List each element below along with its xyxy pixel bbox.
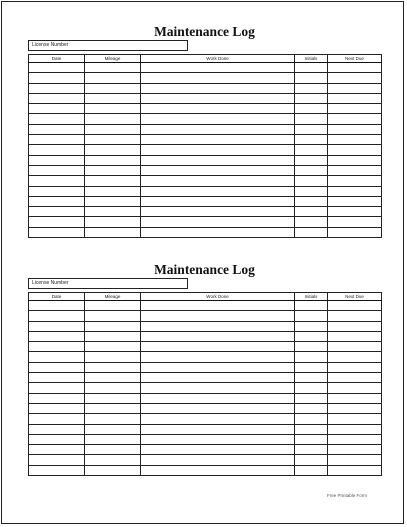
- initials-cell[interactable]: [295, 155, 328, 165]
- next-due-cell[interactable]: [328, 196, 382, 206]
- next-due-cell[interactable]: [328, 186, 382, 196]
- initials-cell[interactable]: [295, 342, 328, 352]
- log-row: [29, 373, 382, 383]
- initials-cell[interactable]: [295, 331, 328, 341]
- license-number-field[interactable]: License Number: [28, 278, 188, 289]
- col-header-initials: Initials: [295, 293, 328, 301]
- mileage-cell[interactable]: [85, 186, 141, 196]
- date-cell[interactable]: [29, 155, 85, 165]
- initials-cell[interactable]: [295, 196, 328, 206]
- mileage-cell[interactable]: [85, 445, 141, 455]
- col-header-initials: Initials: [295, 55, 328, 63]
- next-due-cell[interactable]: [328, 176, 382, 186]
- initials-cell[interactable]: [295, 434, 328, 444]
- next-due-cell[interactable]: [328, 301, 382, 311]
- initials-cell[interactable]: [295, 104, 328, 114]
- work-done-cell[interactable]: [141, 196, 295, 206]
- date-cell[interactable]: [29, 145, 85, 155]
- log-table: [28, 292, 382, 476]
- mileage-cell[interactable]: [85, 414, 141, 424]
- next-due-cell[interactable]: [328, 217, 382, 227]
- initials-cell[interactable]: [295, 321, 328, 331]
- col-header-work-done: Work Done: [141, 293, 295, 301]
- header-row: [29, 55, 382, 63]
- form-page: [1, 1, 404, 524]
- col-header-mileage: Mileage: [85, 55, 141, 63]
- log-row: [29, 145, 382, 155]
- mileage-cell[interactable]: [85, 207, 141, 217]
- initials-cell[interactable]: [295, 207, 328, 217]
- work-done-cell[interactable]: [141, 321, 295, 331]
- date-cell[interactable]: [29, 342, 85, 352]
- mileage-cell[interactable]: [85, 393, 141, 403]
- log-row: [29, 135, 382, 145]
- log-row: [29, 165, 382, 175]
- work-done-cell[interactable]: [141, 352, 295, 362]
- mileage-cell[interactable]: [85, 362, 141, 372]
- initials-cell[interactable]: [295, 176, 328, 186]
- log-row: [29, 176, 382, 186]
- date-cell[interactable]: [29, 165, 85, 175]
- next-due-cell[interactable]: [328, 445, 382, 455]
- initials-cell[interactable]: [295, 445, 328, 455]
- work-done-cell[interactable]: [141, 145, 295, 155]
- work-done-cell[interactable]: [141, 403, 295, 413]
- log-row: [29, 93, 382, 103]
- next-due-cell[interactable]: [328, 455, 382, 465]
- form-title: Maintenance Log: [154, 262, 255, 277]
- date-cell[interactable]: [29, 114, 85, 124]
- date-cell[interactable]: [29, 331, 85, 341]
- log-row: [29, 114, 382, 124]
- mileage-cell[interactable]: [85, 311, 141, 321]
- date-cell[interactable]: [29, 445, 85, 455]
- log-row: [29, 445, 382, 455]
- log-row: [29, 83, 382, 93]
- work-done-cell[interactable]: [141, 217, 295, 227]
- date-cell[interactable]: [29, 362, 85, 372]
- initials-cell[interactable]: [295, 217, 328, 227]
- mileage-cell[interactable]: [85, 373, 141, 383]
- initials-cell[interactable]: [295, 455, 328, 465]
- work-done-cell[interactable]: [141, 207, 295, 217]
- log-row: [29, 104, 382, 114]
- log-row: [29, 186, 382, 196]
- log-row: [29, 455, 382, 465]
- date-cell[interactable]: [29, 124, 85, 134]
- log-row: [29, 414, 382, 424]
- initials-cell[interactable]: [295, 73, 328, 83]
- next-due-cell[interactable]: [328, 331, 382, 341]
- next-due-cell[interactable]: [328, 155, 382, 165]
- mileage-cell[interactable]: [85, 321, 141, 331]
- work-done-cell[interactable]: [141, 165, 295, 175]
- mileage-cell[interactable]: [85, 93, 141, 103]
- work-done-cell[interactable]: [141, 465, 295, 475]
- log-row: [29, 321, 382, 331]
- mileage-cell[interactable]: [85, 196, 141, 206]
- next-due-cell[interactable]: [328, 83, 382, 93]
- mileage-cell[interactable]: [85, 114, 141, 124]
- next-due-cell[interactable]: [328, 165, 382, 175]
- date-cell[interactable]: [29, 196, 85, 206]
- date-cell[interactable]: [29, 465, 85, 475]
- date-cell[interactable]: [29, 186, 85, 196]
- date-cell[interactable]: [29, 63, 85, 73]
- mileage-cell[interactable]: [85, 465, 141, 475]
- work-done-cell[interactable]: [141, 434, 295, 444]
- next-due-cell[interactable]: [328, 227, 382, 237]
- initials-cell[interactable]: [295, 63, 328, 73]
- mileage-cell[interactable]: [85, 331, 141, 341]
- log-row: [29, 207, 382, 217]
- initials-cell[interactable]: [295, 135, 328, 145]
- log-row: [29, 311, 382, 321]
- log-row: [29, 227, 382, 237]
- mileage-cell[interactable]: [85, 342, 141, 352]
- log-row: [29, 403, 382, 413]
- next-due-cell[interactable]: [328, 321, 382, 331]
- initials-cell[interactable]: [295, 362, 328, 372]
- col-header-next-due: Next Due: [328, 293, 382, 301]
- mileage-cell[interactable]: [85, 455, 141, 465]
- date-cell[interactable]: [29, 104, 85, 114]
- mileage-cell[interactable]: [85, 83, 141, 93]
- mileage-cell[interactable]: [85, 403, 141, 413]
- date-cell[interactable]: [29, 176, 85, 186]
- mileage-cell[interactable]: [85, 73, 141, 83]
- date-cell[interactable]: [29, 414, 85, 424]
- log-rows: [29, 63, 382, 238]
- work-done-cell[interactable]: [141, 342, 295, 352]
- date-cell[interactable]: [29, 434, 85, 444]
- mileage-cell[interactable]: [85, 383, 141, 393]
- date-cell[interactable]: [29, 73, 85, 83]
- log-table: [28, 54, 382, 238]
- initials-cell[interactable]: [295, 424, 328, 434]
- next-due-cell[interactable]: [328, 434, 382, 444]
- log-row: [29, 217, 382, 227]
- log-row: [29, 301, 382, 311]
- work-done-cell[interactable]: [141, 383, 295, 393]
- mileage-cell[interactable]: [85, 63, 141, 73]
- initials-cell[interactable]: [295, 145, 328, 155]
- initials-cell[interactable]: [295, 414, 328, 424]
- mileage-cell[interactable]: [85, 124, 141, 134]
- log-row: [29, 465, 382, 475]
- log-row: [29, 155, 382, 165]
- next-due-cell[interactable]: [328, 424, 382, 434]
- work-done-cell[interactable]: [141, 104, 295, 114]
- initials-cell[interactable]: [295, 383, 328, 393]
- next-due-cell[interactable]: [328, 393, 382, 403]
- mileage-cell[interactable]: [85, 424, 141, 434]
- date-cell[interactable]: [29, 217, 85, 227]
- work-done-cell[interactable]: [141, 63, 295, 73]
- mileage-cell[interactable]: [85, 217, 141, 227]
- next-due-cell[interactable]: [328, 124, 382, 134]
- col-header-mileage: Mileage: [85, 293, 141, 301]
- initials-cell[interactable]: [295, 93, 328, 103]
- col-header-next-due: Next Due: [328, 55, 382, 63]
- initials-cell[interactable]: [295, 403, 328, 413]
- mileage-cell[interactable]: [85, 145, 141, 155]
- log-row: [29, 73, 382, 83]
- log-row: [29, 331, 382, 341]
- work-done-cell[interactable]: [141, 186, 295, 196]
- next-due-cell[interactable]: [328, 342, 382, 352]
- work-done-cell[interactable]: [141, 135, 295, 145]
- date-cell[interactable]: [29, 352, 85, 362]
- log-row: [29, 393, 382, 403]
- col-header-date: Date: [29, 293, 85, 301]
- next-due-cell[interactable]: [328, 414, 382, 424]
- date-cell[interactable]: [29, 301, 85, 311]
- next-due-cell[interactable]: [328, 93, 382, 103]
- work-done-cell[interactable]: [141, 311, 295, 321]
- mileage-cell[interactable]: [85, 176, 141, 186]
- date-cell[interactable]: [29, 83, 85, 93]
- col-header-date: Date: [29, 55, 85, 63]
- date-cell[interactable]: [29, 424, 85, 434]
- next-due-cell[interactable]: [328, 104, 382, 114]
- initials-cell[interactable]: [295, 114, 328, 124]
- mileage-cell[interactable]: [85, 135, 141, 145]
- mileage-cell[interactable]: [85, 301, 141, 311]
- next-due-cell[interactable]: [328, 352, 382, 362]
- date-cell[interactable]: [29, 207, 85, 217]
- mileage-cell[interactable]: [85, 227, 141, 237]
- next-due-cell[interactable]: [328, 383, 382, 393]
- initials-cell[interactable]: [295, 465, 328, 475]
- log-row: [29, 424, 382, 434]
- date-cell[interactable]: [29, 135, 85, 145]
- log-rows: [29, 301, 382, 476]
- mileage-cell[interactable]: [85, 352, 141, 362]
- initials-cell[interactable]: [295, 227, 328, 237]
- date-cell[interactable]: [29, 403, 85, 413]
- log-row: [29, 342, 382, 352]
- initials-cell[interactable]: [295, 373, 328, 383]
- next-due-cell[interactable]: [328, 135, 382, 145]
- log-row: [29, 383, 382, 393]
- initials-cell[interactable]: [295, 124, 328, 134]
- date-cell[interactable]: [29, 373, 85, 383]
- mileage-cell[interactable]: [85, 165, 141, 175]
- mileage-cell[interactable]: [85, 104, 141, 114]
- mileage-cell[interactable]: [85, 434, 141, 444]
- work-done-cell[interactable]: [141, 393, 295, 403]
- work-done-cell[interactable]: [141, 124, 295, 134]
- next-due-cell[interactable]: [328, 373, 382, 383]
- mileage-cell[interactable]: [85, 155, 141, 165]
- work-done-cell[interactable]: [141, 227, 295, 237]
- work-done-cell[interactable]: [141, 176, 295, 186]
- date-cell[interactable]: [29, 93, 85, 103]
- date-cell[interactable]: [29, 383, 85, 393]
- form-title: Maintenance Log: [154, 24, 255, 39]
- work-done-cell[interactable]: [141, 331, 295, 341]
- next-due-cell[interactable]: [328, 207, 382, 217]
- initials-cell[interactable]: [295, 186, 328, 196]
- work-done-cell[interactable]: [141, 83, 295, 93]
- license-number-field[interactable]: License Number: [28, 40, 188, 51]
- work-done-cell[interactable]: [141, 424, 295, 434]
- initials-cell[interactable]: [295, 83, 328, 93]
- initials-cell[interactable]: [295, 311, 328, 321]
- work-done-cell[interactable]: [141, 301, 295, 311]
- next-due-cell[interactable]: [328, 311, 382, 321]
- log-row: [29, 63, 382, 73]
- log-row: [29, 196, 382, 206]
- initials-cell[interactable]: [295, 301, 328, 311]
- date-cell[interactable]: [29, 321, 85, 331]
- initials-cell[interactable]: [295, 393, 328, 403]
- work-done-cell[interactable]: [141, 445, 295, 455]
- work-done-cell[interactable]: [141, 414, 295, 424]
- work-done-cell[interactable]: [141, 93, 295, 103]
- log-row: [29, 124, 382, 134]
- next-due-cell[interactable]: [328, 63, 382, 73]
- col-header-work-done: Work Done: [141, 55, 295, 63]
- work-done-cell[interactable]: [141, 73, 295, 83]
- log-row: [29, 434, 382, 444]
- next-due-cell[interactable]: [328, 114, 382, 124]
- work-done-cell[interactable]: [141, 373, 295, 383]
- header-row: [29, 293, 382, 301]
- work-done-cell[interactable]: [141, 114, 295, 124]
- next-due-cell[interactable]: [328, 145, 382, 155]
- next-due-cell[interactable]: [328, 403, 382, 413]
- log-row: [29, 362, 382, 372]
- work-done-cell[interactable]: [141, 455, 295, 465]
- date-cell[interactable]: [29, 311, 85, 321]
- work-done-cell[interactable]: [141, 362, 295, 372]
- footer-credit: Free Printable Form: [326, 493, 367, 498]
- date-cell[interactable]: [29, 455, 85, 465]
- date-cell[interactable]: [29, 227, 85, 237]
- work-done-cell[interactable]: [141, 155, 295, 165]
- initials-cell[interactable]: [295, 165, 328, 175]
- next-due-cell[interactable]: [328, 73, 382, 83]
- next-due-cell[interactable]: [328, 465, 382, 475]
- log-row: [29, 352, 382, 362]
- next-due-cell[interactable]: [328, 362, 382, 372]
- initials-cell[interactable]: [295, 352, 328, 362]
- date-cell[interactable]: [29, 393, 85, 403]
